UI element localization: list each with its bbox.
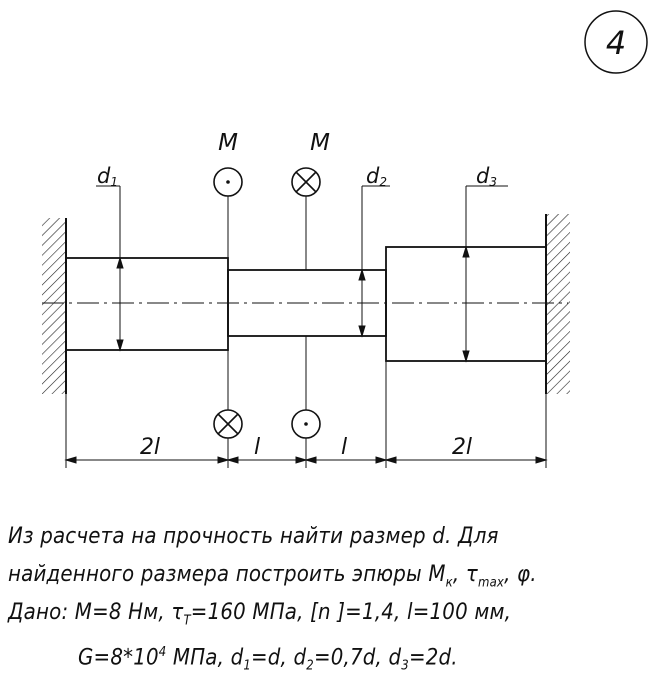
task-line-2: найденного размера построить эпюры $M_к$, $\tau_{max}$, φ. xyxy=(8,562,537,591)
task-line-3: Дано: M=8 Нм, $\tau_T=160$ МПа, [n ]=1,4, l=100 мм, xyxy=(8,600,512,629)
task-line-4: $G=8*10^4$ МПа, $d_1=d$, $d_2=0,7d$, $d_3=2d$. xyxy=(78,645,458,674)
right-wall xyxy=(546,214,570,394)
moment-label-right: M xyxy=(310,130,330,156)
shaft-section-1 xyxy=(66,258,228,350)
length-2l-left: 2l xyxy=(139,435,161,460)
d3-label: d3 xyxy=(476,164,497,189)
d1-label: d1 xyxy=(97,164,118,189)
torque-dot-bottom-icon xyxy=(292,410,320,438)
torque-cross-bottom-icon xyxy=(214,410,242,438)
task-line-1: Из расчета на прочность найти размер d. Для xyxy=(8,524,499,549)
diameter-d3-dimension xyxy=(463,186,508,361)
left-wall xyxy=(42,218,66,394)
length-2l-right: 2l xyxy=(451,435,473,460)
problem-number: 4 xyxy=(605,24,627,62)
problem-number-badge xyxy=(585,11,647,73)
d2-label: d2 xyxy=(366,164,387,189)
torque-dot-top-icon xyxy=(214,168,242,196)
diameter-d1-dimension xyxy=(96,186,123,350)
length-l-middle-right: l xyxy=(340,435,348,460)
moment-label-left: M xyxy=(218,130,238,156)
length-l-middle-left: l xyxy=(253,435,261,460)
torque-cross-top-icon xyxy=(292,168,320,196)
